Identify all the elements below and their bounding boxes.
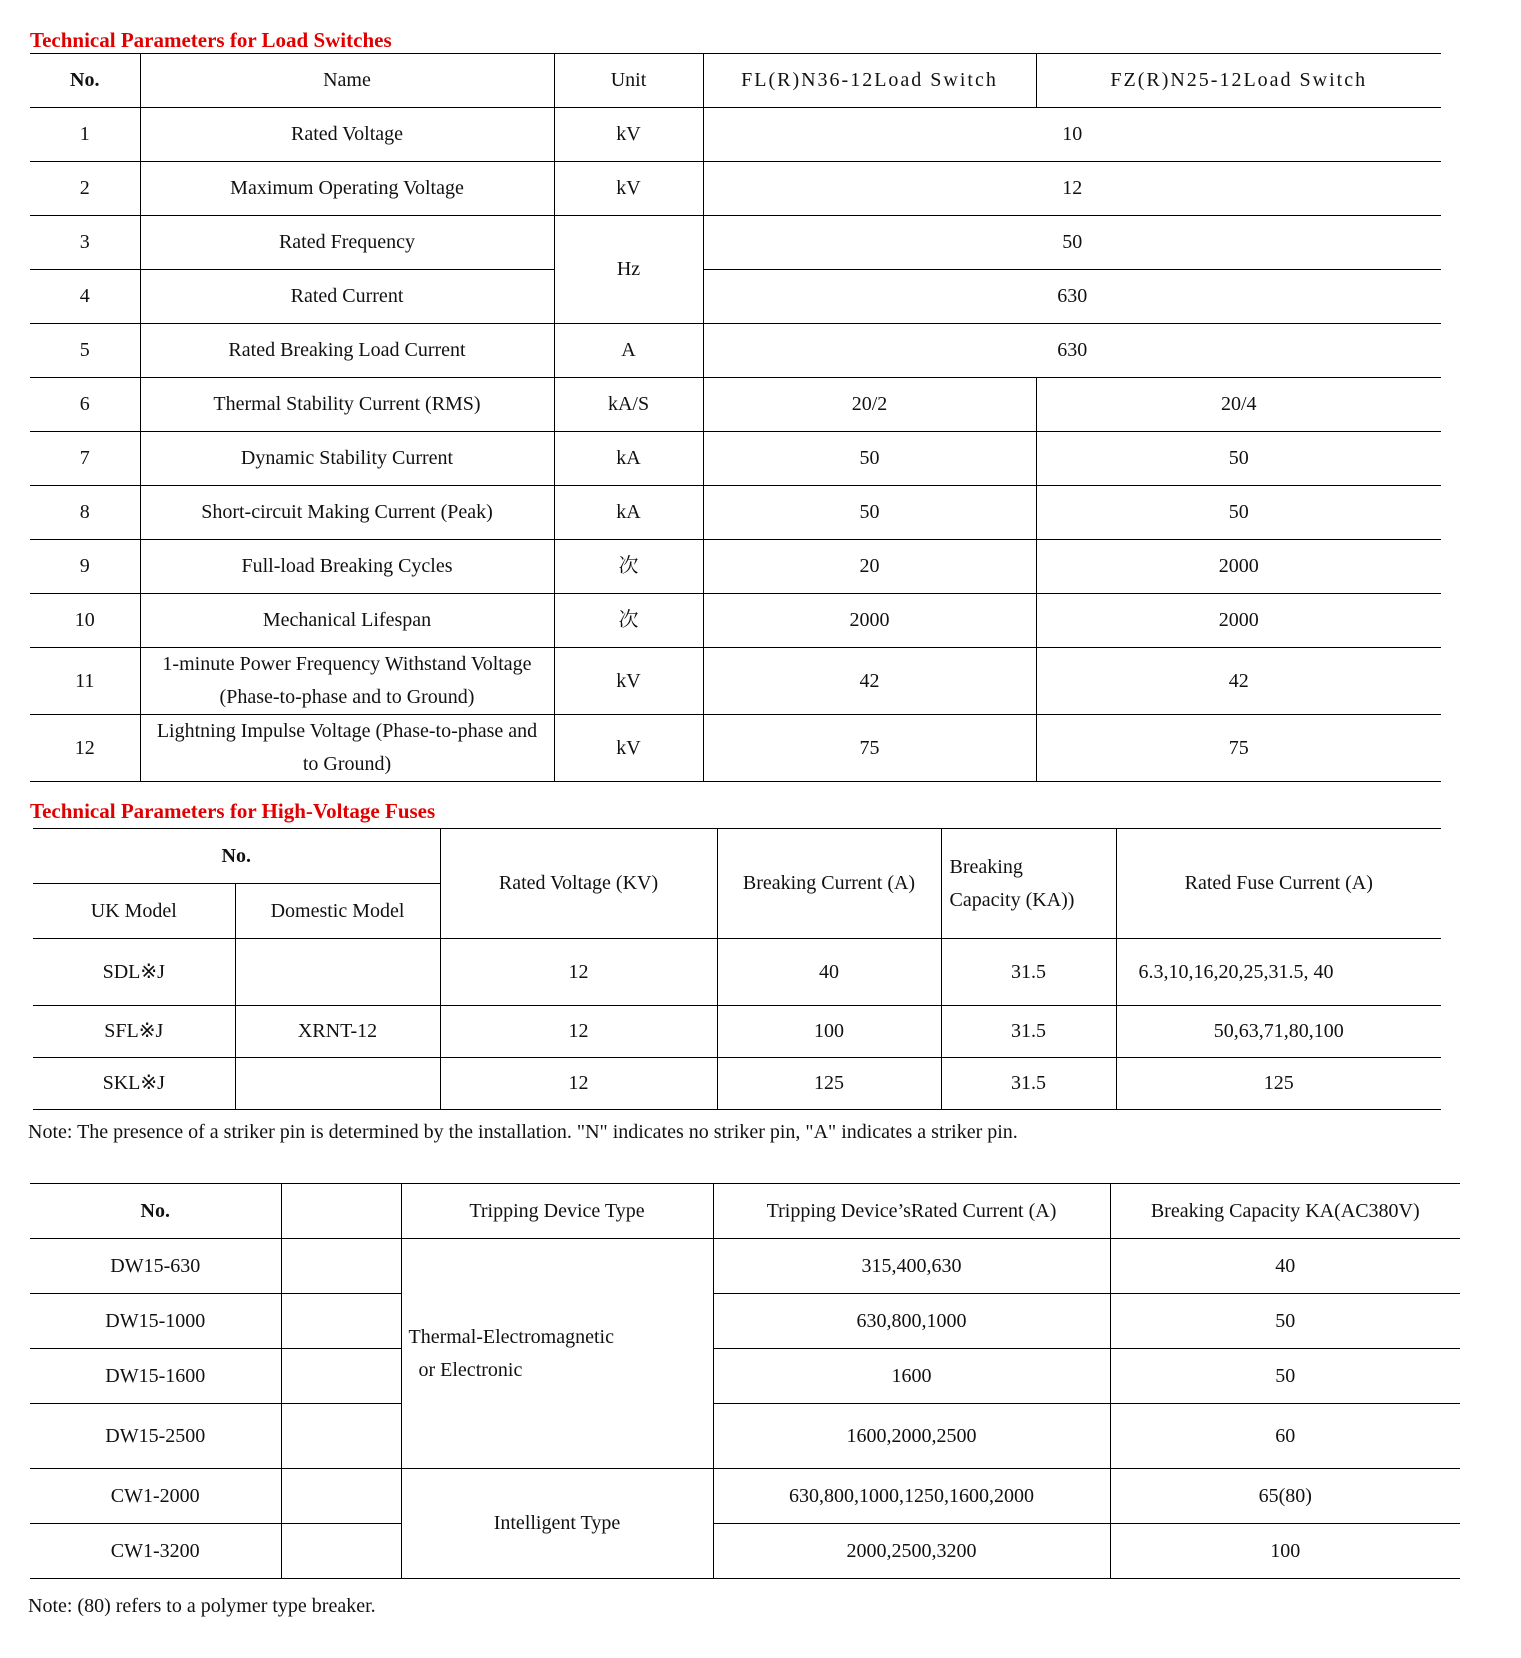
header-tripping-rated-current: Tripping Device’sRated Current (A) (713, 1184, 1110, 1239)
row-uk-model: SKL※J (33, 1058, 235, 1110)
row-unit: A (554, 324, 703, 378)
table-row (30, 1349, 1460, 1404)
row-shared-value: 50 (703, 216, 1441, 270)
table-row (30, 270, 1441, 324)
fuse-table (33, 828, 1441, 1110)
row-rated-fuse-current: 6.3,10,16,20,25,31.5, 40 (1116, 939, 1441, 1006)
fuse-note: Note: The presence of a striker pin is determined by the installation. "N" indicates no striker pin, "A" indicates a striker pin. (28, 1121, 1018, 1143)
row-unit: kA (554, 432, 703, 486)
row-value-flrn36: 50 (703, 486, 1036, 540)
row-name: Mechanical Lifespan (140, 594, 554, 648)
row-rated-fuse-current: 125 (1116, 1058, 1441, 1110)
header-breaking-capacity-line1: Breaking (949, 855, 1023, 878)
header-breaking-capacity (941, 829, 1116, 939)
row-rated-current: 630,800,1000 (713, 1294, 1110, 1349)
row-value-fzrn25: 50 (1036, 432, 1441, 486)
row-value-flrn36: 42 (703, 648, 1036, 715)
table-row (30, 216, 1441, 270)
table-row (30, 162, 1441, 216)
row-no: 1 (30, 108, 140, 162)
row-name: Rated Voltage (140, 108, 554, 162)
row-unit: Hz (554, 216, 703, 324)
row-name-line2: (Phase-to-phase and to Ground) (219, 686, 475, 708)
header-blank (281, 1184, 401, 1239)
table-header-row (33, 829, 1441, 884)
row-no: 4 (30, 270, 140, 324)
row-no: 2 (30, 162, 140, 216)
header-no: No. (30, 54, 140, 108)
row-breaking-capacity: 31.5 (941, 939, 1116, 1006)
row-blank (281, 1294, 401, 1349)
header-flrn36: FL(R)N36-12Load Switch (703, 54, 1036, 108)
table-row (30, 432, 1441, 486)
table-row (33, 1006, 1441, 1058)
row-no: 11 (30, 648, 140, 715)
row-unit: 次 (554, 594, 703, 648)
row-no: DW15-2500 (30, 1404, 281, 1469)
table-header-row (30, 1184, 1460, 1239)
row-name (140, 648, 554, 715)
row-domestic-model: XRNT-12 (235, 1006, 440, 1058)
row-uk-model: SFL※J (33, 1006, 235, 1058)
table-row (30, 108, 1441, 162)
table-row (30, 540, 1441, 594)
row-blank (281, 1239, 401, 1294)
row-breaking-capacity: 50 (1110, 1294, 1460, 1349)
row-value-fzrn25: 75 (1036, 715, 1441, 782)
row-value-fzrn25: 2000 (1036, 594, 1441, 648)
header-rated-fuse-current: Rated Fuse Current (A) (1116, 829, 1441, 939)
row-unit: kV (554, 648, 703, 715)
row-name: Thermal Stability Current (RMS) (140, 378, 554, 432)
row-rated-fuse-current: 50,63,71,80,100 (1116, 1006, 1441, 1058)
row-no: DW15-1000 (30, 1294, 281, 1349)
row-shared-value: 10 (703, 108, 1441, 162)
row-no: 9 (30, 540, 140, 594)
row-rated-voltage: 12 (440, 1058, 717, 1110)
header-tripping-device-type: Tripping Device Type (401, 1184, 713, 1239)
table-row (30, 715, 1441, 782)
header-breaking-capacity-line2: Capacity (KA)) (949, 888, 1075, 911)
row-value-fzrn25: 50 (1036, 486, 1441, 540)
row-tripping-type-intelligent: Intelligent Type (401, 1469, 713, 1579)
row-domestic-model (235, 939, 440, 1006)
table-row (30, 1404, 1460, 1469)
row-breaking-capacity: 100 (1110, 1524, 1460, 1579)
row-breaking-capacity: 60 (1110, 1404, 1460, 1469)
row-name-line2: to Ground) (302, 753, 392, 775)
row-value-flrn36: 20 (703, 540, 1036, 594)
row-breaking-current: 100 (717, 1006, 941, 1058)
header-no: No. (30, 1184, 281, 1239)
row-unit: kV (554, 108, 703, 162)
table-row (30, 648, 1441, 715)
table-row (30, 1294, 1460, 1349)
row-name: Short-circuit Making Current (Peak) (140, 486, 554, 540)
row-breaking-capacity: 50 (1110, 1349, 1460, 1404)
row-name-line1: Lightning Impulse Voltage (Phase-to-phase and (156, 720, 538, 742)
row-unit: kV (554, 715, 703, 782)
row-rated-current: 630,800,1000,1250,1600,2000 (713, 1469, 1110, 1524)
row-rated-current: 315,400,630 (713, 1239, 1110, 1294)
row-shared-value: 630 (703, 270, 1441, 324)
row-no: DW15-630 (30, 1239, 281, 1294)
table-header-row (30, 54, 1441, 108)
table-row (30, 486, 1441, 540)
row-breaking-current: 40 (717, 939, 941, 1006)
row-no: 10 (30, 594, 140, 648)
row-breaking-current: 125 (717, 1058, 941, 1110)
row-no: 12 (30, 715, 140, 782)
row-name: Dynamic Stability Current (140, 432, 554, 486)
row-name: Rated Frequency (140, 216, 554, 270)
row-unit: kA (554, 486, 703, 540)
header-breaking-current: Breaking Current (A) (717, 829, 941, 939)
table-row (30, 1239, 1460, 1294)
row-blank (281, 1469, 401, 1524)
row-name (140, 715, 554, 782)
row-shared-value: 12 (703, 162, 1441, 216)
row-value-flrn36: 75 (703, 715, 1036, 782)
table-row (33, 1058, 1441, 1110)
row-no: 8 (30, 486, 140, 540)
header-no: No. (33, 829, 440, 884)
row-value-flrn36: 50 (703, 432, 1036, 486)
row-no: 7 (30, 432, 140, 486)
row-unit: 次 (554, 540, 703, 594)
table-row (30, 324, 1441, 378)
row-shared-value: 630 (703, 324, 1441, 378)
header-name: Name (140, 54, 554, 108)
row-value-fzrn25: 2000 (1036, 540, 1441, 594)
row-breaking-capacity: 31.5 (941, 1006, 1116, 1058)
row-blank (281, 1524, 401, 1579)
header-unit: Unit (554, 54, 703, 108)
section-title-fuses: Technical Parameters for High-Voltage Fuses (30, 799, 436, 823)
row-rated-voltage: 12 (440, 1006, 717, 1058)
row-value-flrn36: 20/2 (703, 378, 1036, 432)
row-breaking-capacity: 31.5 (941, 1058, 1116, 1110)
trip-type-line1: Thermal-Electromagnetic (408, 1325, 614, 1348)
row-rated-current: 2000,2500,3200 (713, 1524, 1110, 1579)
table-row (30, 378, 1441, 432)
table-row (30, 1524, 1460, 1579)
row-tripping-type-thermal (401, 1239, 713, 1469)
load-switch-table (30, 53, 1441, 782)
row-rated-current: 1600,2000,2500 (713, 1404, 1110, 1469)
row-blank (281, 1404, 401, 1469)
row-breaking-capacity: 40 (1110, 1239, 1460, 1294)
table-row (30, 594, 1441, 648)
row-name: Rated Breaking Load Current (140, 324, 554, 378)
header-fzrn25: FZ(R)N25-12Load Switch (1036, 54, 1441, 108)
row-unit: kA/S (554, 378, 703, 432)
row-blank (281, 1349, 401, 1404)
table-row (33, 939, 1441, 1006)
row-breaking-capacity: 65(80) (1110, 1469, 1460, 1524)
section-title-load-switches: Technical Parameters for Load Switches (30, 28, 392, 52)
row-no: CW1-2000 (30, 1469, 281, 1524)
row-name: Full-load Breaking Cycles (140, 540, 554, 594)
row-no: 5 (30, 324, 140, 378)
row-value-fzrn25: 42 (1036, 648, 1441, 715)
row-rated-current: 1600 (713, 1349, 1110, 1404)
row-value-flrn36: 2000 (703, 594, 1036, 648)
table-row (30, 1469, 1460, 1524)
breaker-note: Note: (80) refers to a polymer type breaker. (28, 1595, 376, 1617)
row-no: CW1-3200 (30, 1524, 281, 1579)
row-name: Rated Current (140, 270, 554, 324)
row-domestic-model (235, 1058, 440, 1110)
row-unit: kV (554, 162, 703, 216)
row-name: Maximum Operating Voltage (140, 162, 554, 216)
row-no: 3 (30, 216, 140, 270)
row-no: 6 (30, 378, 140, 432)
header-rated-voltage: Rated Voltage (KV) (440, 829, 717, 939)
breaker-table (30, 1183, 1460, 1579)
row-uk-model: SDL※J (33, 939, 235, 1006)
trip-type-line2: or Electronic (418, 1358, 523, 1381)
row-no: DW15-1600 (30, 1349, 281, 1404)
row-value-fzrn25: 20/4 (1036, 378, 1441, 432)
row-rated-voltage: 12 (440, 939, 717, 1006)
header-domestic-model: Domestic Model (235, 884, 440, 939)
header-breaking-capacity: Breaking Capacity KA(AC380V) (1110, 1184, 1460, 1239)
row-name-line1: 1-minute Power Frequency Withstand Voltage (162, 653, 532, 675)
header-uk-model: UK Model (33, 884, 235, 939)
